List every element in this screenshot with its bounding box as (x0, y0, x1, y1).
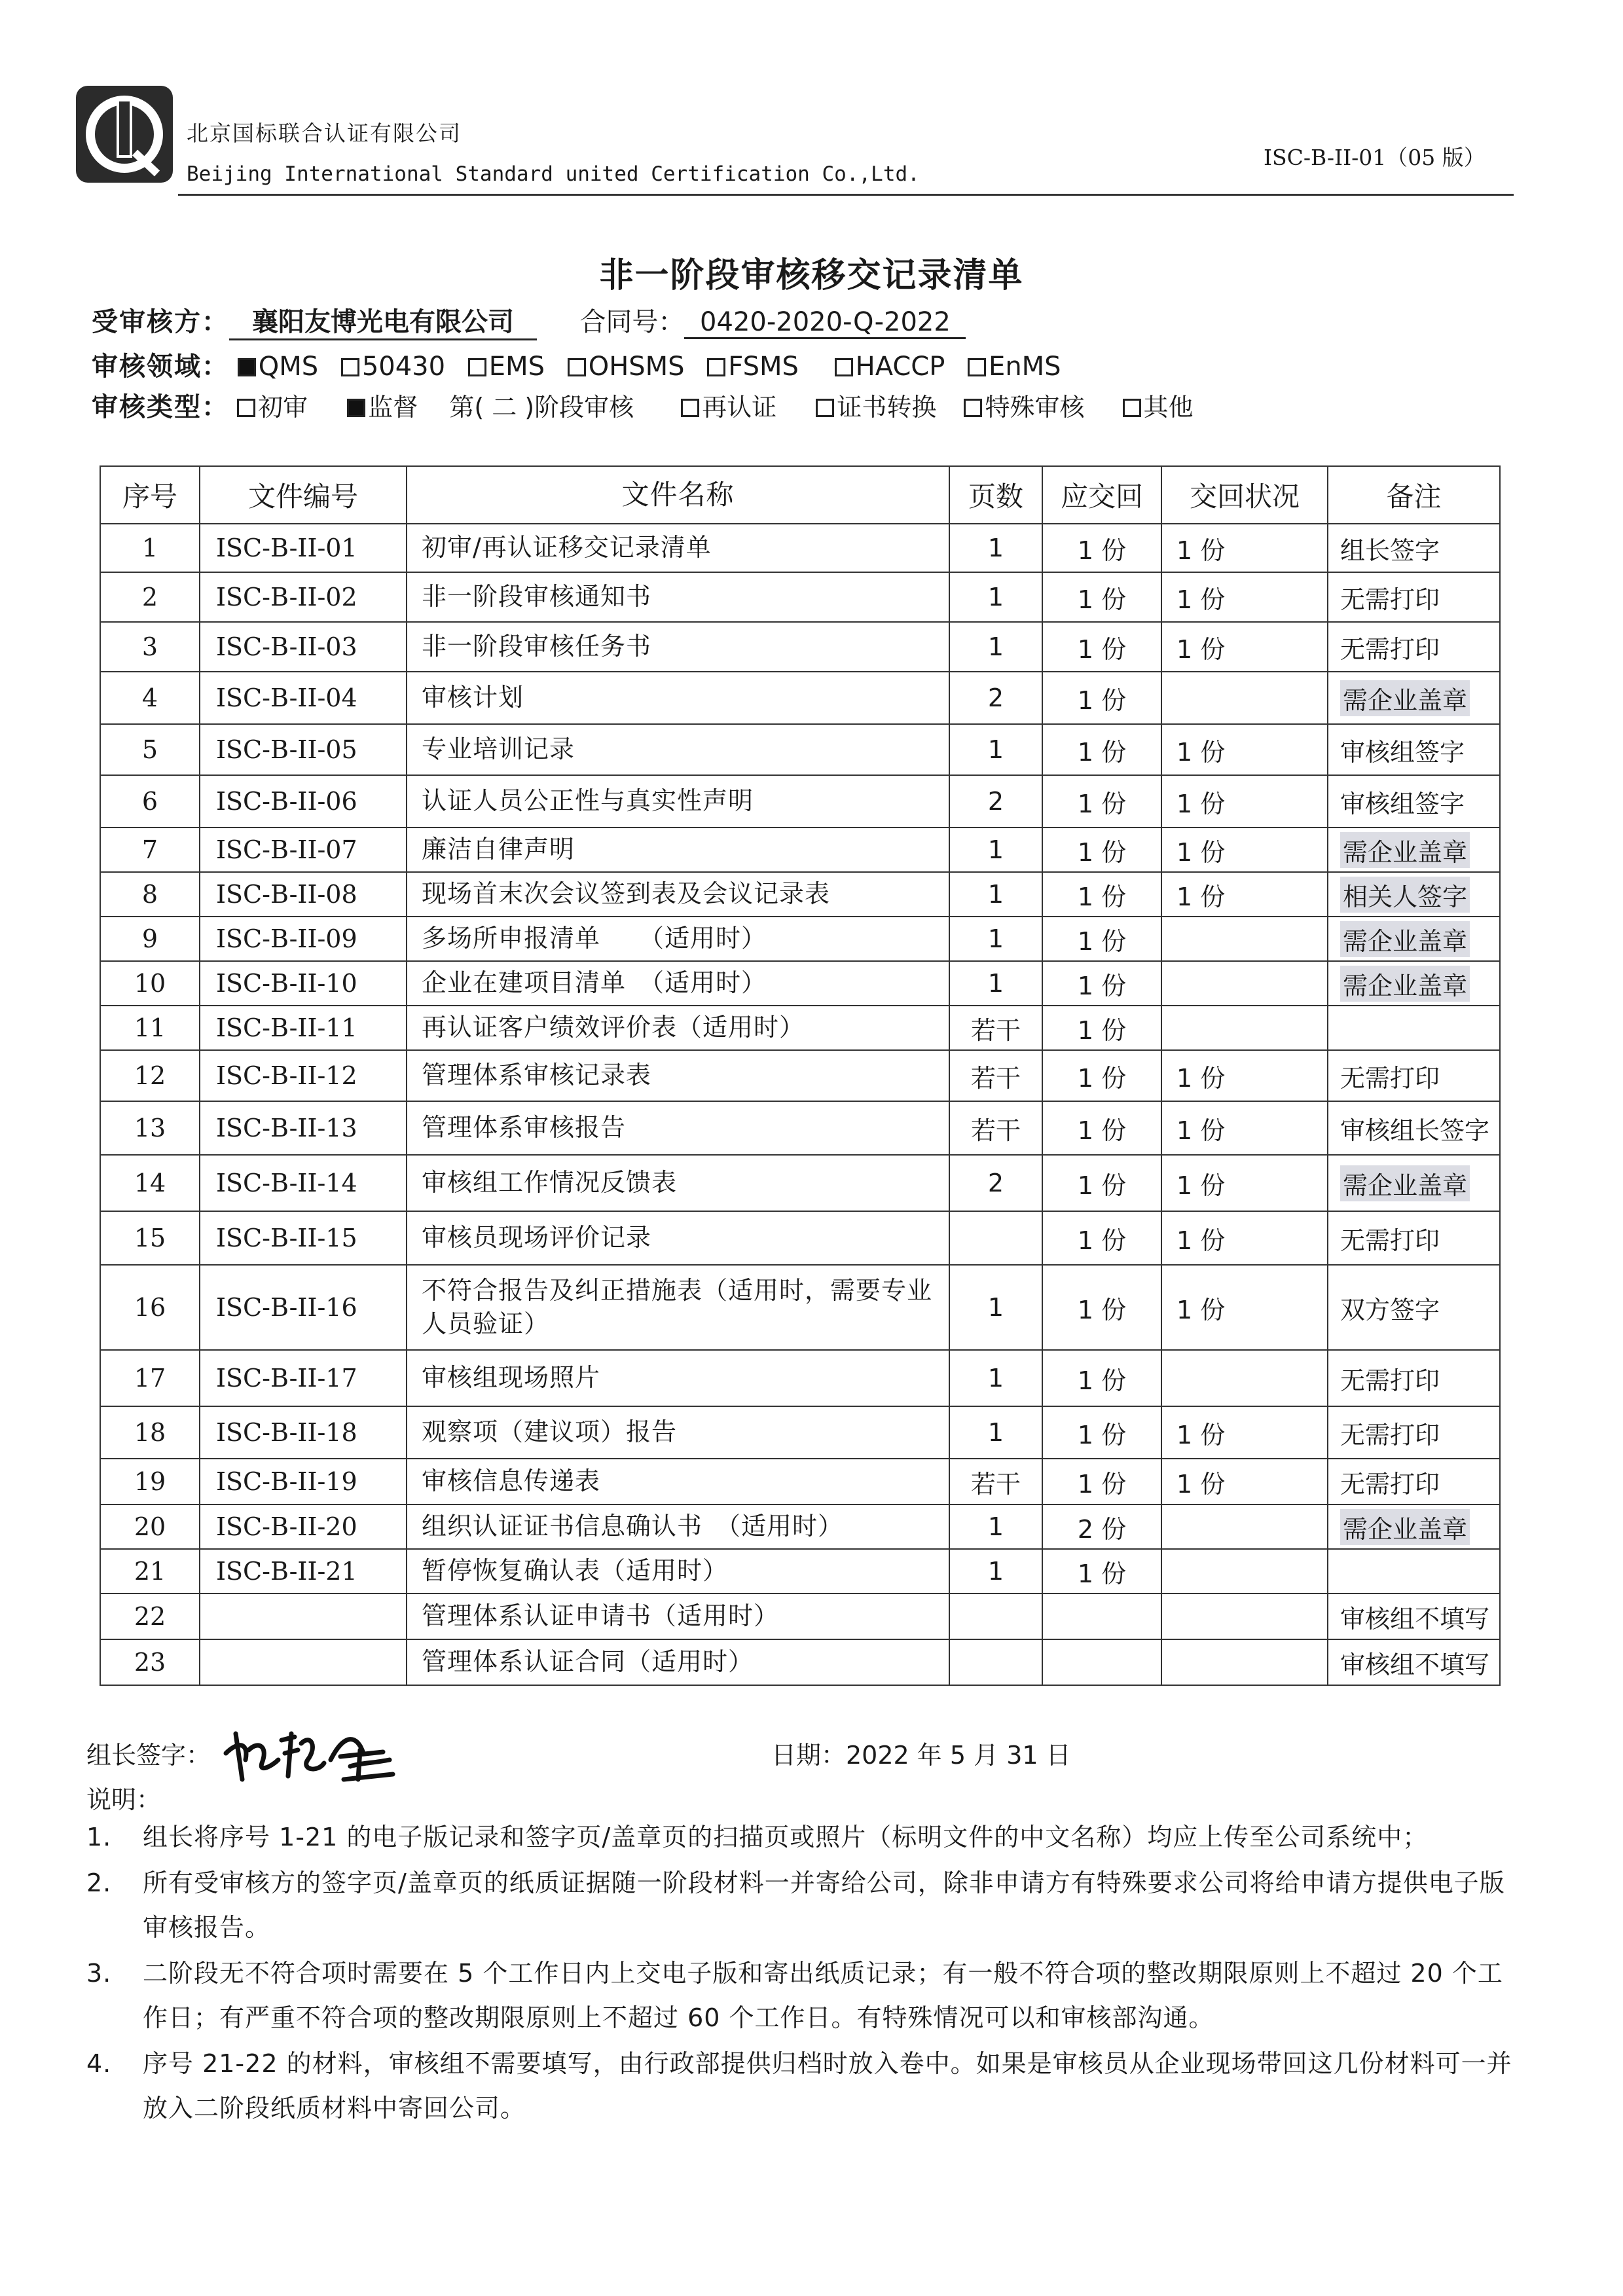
row-return-status: 1 份 (1161, 724, 1328, 775)
row-note: 需企业盖章 (1340, 921, 1470, 957)
row-due-count: 1 份 (1042, 1549, 1161, 1594)
row-file-code: ISC-B-II-19 (200, 1459, 407, 1504)
row-number: 11 (100, 1006, 200, 1050)
row-pages: 2 (949, 1155, 1042, 1211)
transfer-record-table (100, 465, 1501, 1686)
row-file-code: ISC-B-II-12 (200, 1050, 407, 1101)
row-note: 组长签字 (1340, 536, 1440, 565)
row-pages: 若干 (949, 1050, 1042, 1101)
row-pages: 1 (949, 828, 1042, 872)
audit-type-label: 审核类型： (92, 392, 229, 422)
row-file-name: 初审/再认证移交记录清单 (407, 524, 949, 572)
domain-haccp-checkbox[interactable] (835, 358, 853, 376)
row-pages (949, 1639, 1042, 1685)
row-number: 22 (100, 1594, 200, 1639)
row-number: 19 (100, 1459, 200, 1504)
row-due-count: 1 份 (1042, 1406, 1161, 1459)
row-note: 需企业盖章 (1340, 966, 1470, 1002)
row-return-status (1161, 1350, 1328, 1406)
row-note: 审核组长签字 (1340, 1116, 1490, 1145)
row-pages: 1 (949, 1504, 1042, 1549)
row-number: 2 (100, 572, 200, 622)
row-due-count: 1 份 (1042, 1350, 1161, 1406)
company-logo (72, 82, 177, 187)
row-due-count: 1 份 (1042, 524, 1161, 572)
row-number: 15 (100, 1211, 200, 1265)
row-due-count: 1 份 (1042, 622, 1161, 672)
row-return-status (1161, 917, 1328, 961)
row-note: 无需打印 (1340, 1469, 1440, 1499)
row-return-status: 1 份 (1161, 622, 1328, 672)
row-file-name: 现场首末次会议签到表及会议记录表 (407, 872, 949, 917)
document-code: ISC-B-II-01（05 版） (1264, 145, 1486, 170)
row-due-count: 1 份 (1042, 1265, 1161, 1350)
domain-qms-label: QMS (258, 352, 319, 382)
row-number: 20 (100, 1504, 200, 1549)
row-file-name: 组织认证证书信息确认书 （适用时） (407, 1504, 949, 1549)
domain-ems-checkbox[interactable] (468, 358, 486, 376)
table-row (100, 622, 1500, 672)
row-file-name: 审核计划 (407, 672, 949, 724)
row-return-status (1161, 1504, 1328, 1549)
company-name-cn: 北京国标联合认证有限公司 (187, 120, 462, 146)
table-row (100, 1265, 1500, 1350)
domain-qms-checkbox[interactable] (238, 358, 256, 376)
row-pages (949, 1594, 1042, 1639)
table-row (100, 828, 1500, 872)
row-due-count: 1 份 (1042, 1050, 1161, 1101)
row-number: 5 (100, 724, 200, 775)
type-special-label: 特殊审核 (985, 393, 1085, 422)
row-note: 无需打印 (1340, 1226, 1440, 1255)
row-number: 12 (100, 1050, 200, 1101)
row-pages: 2 (949, 672, 1042, 724)
row-file-code: ISC-B-II-04 (200, 672, 407, 724)
row-due-count: 1 份 (1042, 917, 1161, 961)
row-return-status (1161, 1549, 1328, 1594)
row-return-status (1161, 961, 1328, 1006)
row-file-code: ISC-B-II-15 (200, 1211, 407, 1265)
page-title: 非一阶段审核移交记录清单 (599, 256, 1024, 295)
row-return-status (1161, 1594, 1328, 1639)
header-due: 应交回 (1042, 466, 1161, 524)
row-note: 双方签字 (1340, 1295, 1440, 1324)
row-return-status: 1 份 (1161, 1155, 1328, 1211)
header-pages: 页数 (949, 466, 1042, 524)
table-row (100, 724, 1500, 775)
row-pages: 1 (949, 917, 1042, 961)
row-number: 17 (100, 1350, 200, 1406)
row-return-status (1161, 1006, 1328, 1050)
row-file-name: 廉洁自律声明 (407, 828, 949, 872)
domain-enms-checkbox[interactable] (968, 358, 986, 376)
row-number: 13 (100, 1101, 200, 1155)
table-row (100, 1639, 1500, 1685)
domain-fsms-label: FSMS (728, 352, 799, 382)
row-due-count: 1 份 (1042, 572, 1161, 622)
row-file-name: 不符合报告及纠正措施表（适用时，需要专业人员验证） (407, 1265, 949, 1350)
type-transfer-label: 证书转换 (837, 393, 937, 422)
row-pages: 1 (949, 1406, 1042, 1459)
row-note: 无需打印 (1340, 1366, 1440, 1395)
audit-domain-line (92, 346, 1076, 383)
row-file-code: ISC-B-II-08 (200, 872, 407, 917)
row-pages: 1 (949, 872, 1042, 917)
header-status: 交回状况 (1161, 466, 1328, 524)
row-number: 3 (100, 622, 200, 672)
note-item: 1. 组长将序号 1-21 的电子版记录和签字页/盖章页的扫描页或照片（标明文件的中文名称）均应上传至公司系统中； (86, 1823, 1429, 1851)
row-file-code: ISC-B-II-11 (200, 1006, 407, 1050)
row-number: 18 (100, 1406, 200, 1459)
row-due-count: 1 份 (1042, 872, 1161, 917)
table-row (100, 1155, 1500, 1211)
row-pages: 1 (949, 524, 1042, 572)
domain-ohsms-checkbox[interactable] (568, 358, 586, 376)
row-note: 需企业盖章 (1340, 832, 1470, 868)
type-other-label: 其他 (1143, 393, 1194, 422)
table-row (100, 917, 1500, 961)
row-note: 需企业盖章 (1340, 1509, 1470, 1545)
row-number: 10 (100, 961, 200, 1006)
row-file-name: 管理体系认证申请书（适用时） (407, 1594, 949, 1639)
note-item: 4. 序号 21-22 的材料，审核组不需要填写，由行政部提供归档时放入卷中。如果是审核员从企业现场带回这几份材料可一并放入二阶段纸质材料中寄回公司。 (86, 2049, 1512, 2123)
row-file-code: ISC-B-II-20 (200, 1504, 407, 1549)
row-file-code: ISC-B-II-02 (200, 572, 407, 622)
table-row (100, 1504, 1500, 1549)
domain-ohsms-label: OHSMS (588, 352, 685, 382)
company-name-en: Beijing International Standard united Certification Co.,Ltd. (187, 162, 920, 186)
row-return-status: 1 份 (1161, 572, 1328, 622)
header-code: 文件编号 (200, 466, 407, 524)
row-file-code: ISC-B-II-09 (200, 917, 407, 961)
row-pages: 1 (949, 622, 1042, 672)
type-other-checkbox[interactable] (1123, 399, 1141, 417)
row-return-status: 1 份 (1161, 828, 1328, 872)
row-file-name: 审核组工作情况反馈表 (407, 1155, 949, 1211)
row-number: 8 (100, 872, 200, 917)
row-file-name: 观察项（建议项）报告 (407, 1406, 949, 1459)
row-number: 21 (100, 1549, 200, 1594)
row-return-status (1161, 1639, 1328, 1685)
table-row (100, 1006, 1500, 1050)
row-file-name: 审核信息传递表 (407, 1459, 949, 1504)
row-file-code: ISC-B-II-07 (200, 828, 407, 872)
row-file-code: ISC-B-II-01 (200, 524, 407, 572)
row-number: 23 (100, 1639, 200, 1685)
row-file-code: ISC-B-II-05 (200, 724, 407, 775)
audit-type-line (92, 386, 1208, 424)
sign-date: 日期：2022 年 5 月 31 日 (771, 1741, 1071, 1770)
domain-fsms-checkbox[interactable] (707, 358, 725, 376)
row-due-count: 1 份 (1042, 1211, 1161, 1265)
row-return-status: 1 份 (1161, 524, 1328, 572)
row-due-count (1042, 1594, 1161, 1639)
table-row (100, 572, 1500, 622)
domain-enms-label: EnMS (989, 352, 1061, 382)
client-line (92, 301, 966, 340)
table-row (100, 1549, 1500, 1594)
row-note: 无需打印 (1340, 1063, 1440, 1093)
row-file-code (200, 1639, 407, 1685)
table-row (100, 1459, 1500, 1504)
table-row (100, 1350, 1500, 1406)
type-surveillance-checkbox[interactable] (347, 399, 365, 417)
explanation-label: 说明： (86, 1785, 162, 1814)
note-item: 2. 所有受审核方的签字页/盖章页的纸质证据随一阶段材料一并寄给公司，除非申请方有特殊要求公司将给申请方提供电子版审核报告。 (86, 1868, 1505, 1942)
row-due-count: 1 份 (1042, 724, 1161, 775)
row-due-count: 1 份 (1042, 961, 1161, 1006)
explanation-notes (86, 1815, 1514, 2132)
row-due-count: 1 份 (1042, 1459, 1161, 1504)
table-row (100, 672, 1500, 724)
row-file-name: 审核员现场评价记录 (407, 1211, 949, 1265)
row-file-code: ISC-B-II-13 (200, 1101, 407, 1155)
row-pages: 1 (949, 961, 1042, 1006)
domain-haccp-label: HACCP (855, 352, 945, 382)
row-number: 14 (100, 1155, 200, 1211)
row-pages: 1 (949, 724, 1042, 775)
row-note: 审核组签字 (1340, 789, 1465, 818)
row-note: 审核组签字 (1340, 737, 1465, 767)
row-pages: 若干 (949, 1101, 1042, 1155)
row-return-status: 1 份 (1161, 872, 1328, 917)
row-file-name: 多场所申报清单 （适用时） (407, 917, 949, 961)
row-pages (949, 1211, 1042, 1265)
row-file-code: ISC-B-II-18 (200, 1406, 407, 1459)
type-initial-label: 初审 (258, 393, 308, 422)
row-return-status (1161, 672, 1328, 724)
row-file-name: 暂停恢复确认表（适用时） (407, 1549, 949, 1594)
row-return-status: 1 份 (1161, 1406, 1328, 1459)
table-header-row (100, 466, 1500, 524)
stage-text: 第( 二 )阶段审核 (449, 393, 634, 422)
type-special-checkbox[interactable] (964, 399, 982, 417)
contract-label: 合同号： (579, 307, 685, 337)
row-file-code: ISC-B-II-17 (200, 1350, 407, 1406)
row-number: 9 (100, 917, 200, 961)
leader-sign-label: 组长签字： (86, 1741, 211, 1770)
table-row (100, 1594, 1500, 1639)
row-file-code: ISC-B-II-14 (200, 1155, 407, 1211)
client-label: 受审核方： (92, 307, 229, 337)
table-row (100, 872, 1500, 917)
domain-ems-label: EMS (488, 352, 545, 382)
header-note: 备注 (1328, 466, 1500, 524)
row-number: 7 (100, 828, 200, 872)
row-file-name: 认证人员公正性与真实性声明 (407, 775, 949, 828)
header-name: 文件名称 (407, 466, 949, 524)
row-pages: 若干 (949, 1006, 1042, 1050)
row-number: 16 (100, 1265, 200, 1350)
type-transfer-checkbox[interactable] (816, 399, 834, 417)
type-initial-checkbox[interactable] (237, 399, 255, 417)
table-row (100, 1211, 1500, 1265)
row-file-code: ISC-B-II-16 (200, 1265, 407, 1350)
row-file-code (200, 1594, 407, 1639)
row-number: 6 (100, 775, 200, 828)
row-pages: 1 (949, 1265, 1042, 1350)
row-note: 需企业盖章 (1340, 680, 1470, 716)
row-file-name: 非一阶段审核通知书 (407, 572, 949, 622)
row-return-status: 1 份 (1161, 1050, 1328, 1101)
table-row (100, 1101, 1500, 1155)
row-pages: 2 (949, 775, 1042, 828)
type-surveillance-label: 监督 (368, 393, 418, 422)
row-file-name: 审核组现场照片 (407, 1350, 949, 1406)
row-due-count: 1 份 (1042, 1155, 1161, 1211)
row-file-code: ISC-B-II-03 (200, 622, 407, 672)
row-note: 无需打印 (1340, 634, 1440, 664)
row-file-name: 企业在建项目清单 （适用时） (407, 961, 949, 1006)
row-file-name: 管理体系审核报告 (407, 1101, 949, 1155)
row-pages: 1 (949, 572, 1042, 622)
row-due-count: 1 份 (1042, 775, 1161, 828)
contract-number: 0420-2020-Q-2022 (684, 307, 966, 339)
row-due-count: 1 份 (1042, 1101, 1161, 1155)
client-name: 襄阳友博光电有限公司 (229, 301, 537, 340)
row-note: 需企业盖章 (1340, 1165, 1470, 1201)
row-return-status: 1 份 (1161, 1101, 1328, 1155)
row-due-count: 1 份 (1042, 828, 1161, 872)
row-return-status: 1 份 (1161, 1459, 1328, 1504)
header-no: 序号 (100, 466, 200, 524)
table-row (100, 1406, 1500, 1459)
row-number: 4 (100, 672, 200, 724)
note-item: 3. 二阶段无不符合项时需要在 5 个工作日内上交电子版和寄出纸质记录；有一般不符合项的整改期限原则上不超过 20 个工作日；有严重不符合项的整改期限原则上不超过 60 个工作日。有特殊情况可以和审核部沟通。 (86, 1959, 1503, 2032)
row-file-name: 非一阶段审核任务书 (407, 622, 949, 672)
row-pages: 1 (949, 1350, 1042, 1406)
table-row (100, 524, 1500, 572)
row-due-count: 1 份 (1042, 1006, 1161, 1050)
handwritten-signature (219, 1714, 403, 1793)
row-return-status: 1 份 (1161, 1211, 1328, 1265)
row-file-name: 管理体系审核记录表 (407, 1050, 949, 1101)
row-note: 相关人签字 (1340, 877, 1470, 913)
row-return-status: 1 份 (1161, 775, 1328, 828)
table-row (100, 961, 1500, 1006)
row-file-code: ISC-B-II-21 (200, 1549, 407, 1594)
domain-50430-checkbox[interactable] (341, 358, 359, 376)
row-note: 无需打印 (1340, 585, 1440, 614)
domain-50430-label: 50430 (361, 352, 446, 382)
type-recert-checkbox[interactable] (681, 399, 699, 417)
row-file-name: 专业培训记录 (407, 724, 949, 775)
table-body (100, 524, 1500, 1685)
row-file-name: 再认证客户绩效评价表（适用时） (407, 1006, 949, 1050)
row-due-count: 2 份 (1042, 1504, 1161, 1549)
row-file-code: ISC-B-II-06 (200, 775, 407, 828)
row-file-code: ISC-B-II-10 (200, 961, 407, 1006)
row-note: 无需打印 (1340, 1420, 1440, 1449)
row-note: 审核组不填写 (1340, 1604, 1490, 1633)
row-number: 1 (100, 524, 200, 572)
domain-label: 审核领域： (92, 352, 229, 382)
row-file-name: 管理体系认证合同（适用时） (407, 1639, 949, 1685)
row-return-status: 1 份 (1161, 1265, 1328, 1350)
row-pages: 1 (949, 1549, 1042, 1594)
row-due-count (1042, 1639, 1161, 1685)
row-note: 审核组不填写 (1340, 1650, 1490, 1679)
row-pages: 若干 (949, 1459, 1042, 1504)
table-row (100, 1050, 1500, 1101)
type-recert-label: 再认证 (702, 393, 777, 422)
header-divider (178, 194, 1514, 196)
table-row (100, 775, 1500, 828)
row-due-count: 1 份 (1042, 672, 1161, 724)
